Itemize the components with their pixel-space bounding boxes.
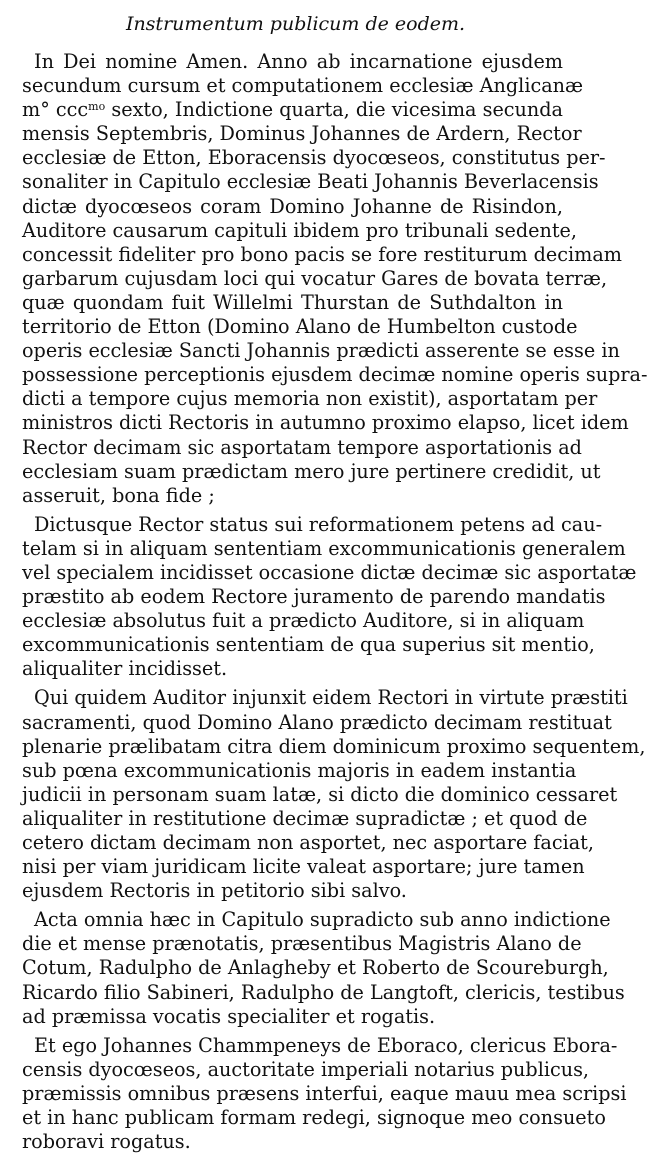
text-line: Cotum, Radulpho de Anlagheby et Roberto de Scoureburgh, — [22, 956, 609, 980]
text-line: roboravi rogatus. — [22, 1130, 191, 1154]
text-line: quæ quondam fuit Willelmi Thurstan de Suthdalton in — [22, 290, 563, 314]
text-line: aliqualiter incidisset. — [22, 657, 228, 681]
text-line: censis dyocœseos, auctoritate imperiali notarius publicus, — [22, 1057, 590, 1081]
text-line: asseruit, bona fide ; — [22, 483, 215, 507]
text-line: possessione perceptionis ejusdem decimæ nomine operis supra- — [22, 363, 647, 387]
text-line: præstito ab eodem Rectore juramento de parendo mandatis — [22, 585, 606, 609]
text-line: territorio de Etton (Domino Alano de Humbelton custode — [22, 315, 578, 339]
text-line: ecclesiæ de Etton, Eboracensis dyocœseos, constitutus per- — [22, 146, 606, 170]
text-line: ecclesiam suam prædictam mero jure pertinere credidit, ut — [22, 459, 601, 483]
paragraph — [22, 686, 646, 903]
text-line: Auditore causarum capituli ibidem pro tribunali sedente, — [22, 218, 578, 242]
text-line: mensis Septembris, Dominus Johannes de Ardern, Rector — [22, 122, 582, 146]
text-line: concessit fideliter pro bono pacis se fore restiturum decimam — [22, 242, 622, 266]
text-line: judicii in personam suam latæ, si dicto die dominico cessaret — [22, 782, 618, 806]
document-body — [22, 50, 647, 1154]
text-line: dicti a tempore cujus memoria non existit), asportatam per — [22, 387, 598, 411]
paragraph — [22, 908, 625, 1028]
text-line: aliqualiter in restitutione decimæ supradictæ ; et quod de — [22, 806, 588, 830]
text-line: ecclesiæ absolutus fuit a prædicto Auditore, si in aliquam — [22, 609, 585, 633]
text-line: et in hanc publicam formam redegi, signoque meo consueto — [22, 1106, 606, 1130]
text-line: Et ego Johannes Chammpeneys de Eboraco, clericus Ebora- — [34, 1033, 618, 1057]
text-line: sonaliter in Capitulo ecclesiæ Beati Johannis Beverlacensis — [22, 170, 599, 194]
text-line: dictæ dyocœseos coram Domino Johanne de Risindon, — [22, 194, 563, 218]
text-line: ad præmissa vocatis specialiter et rogatis. — [22, 1004, 436, 1028]
text-line: Dictusque Rector status sui reformationem petens ad cau- — [34, 512, 603, 536]
text-line: nisi per viam juridicam licite valeat asportare; jure tamen — [22, 855, 585, 879]
paragraph — [22, 50, 647, 508]
text-line: In Dei nomine Amen. Anno ab incarnatione ejusdem — [34, 50, 563, 73]
text-line: telam si in aliquam sententiam excommunicationis generalem — [22, 536, 626, 560]
text-line: ejusdem Rectoris in petitorio sibi salvo. — [22, 879, 407, 903]
text-line: secundum cursum et computationem ecclesiæ Anglicanæ — [22, 74, 584, 98]
paragraph — [22, 1033, 627, 1154]
text-line: Rector decimam sic asportatam tempore asportationis ad — [22, 435, 582, 459]
text-line: Qui quidem Auditor injunxit eidem Rectori in virtute præstiti — [34, 686, 628, 710]
text-line: excommunicationis sententiam de qua superius sit mentio, — [22, 633, 595, 657]
text-line: sacramenti, quod Domino Alano prædicto decimam restituat — [22, 710, 612, 734]
text-line: sub pœna excommunicationis majoris in eadem instantia — [22, 758, 577, 782]
text-line: Ricardo filio Sabineri, Radulpho de Langtoft, clericis, testibus — [22, 980, 625, 1004]
text-line: garbarum cujusdam loci qui vocatur Gares de bovata terræ, — [22, 266, 608, 290]
text-line: Acta omnia hæc in Capitulo supradicto sub anno indictione — [34, 908, 611, 932]
text-line: præmissis omnibus præsens interfui, eaque mauu mea scripsi — [22, 1081, 627, 1105]
text-line: ministros dicti Rectoris in autumno proximo elapso, licet idem — [22, 411, 629, 435]
superscript: mo — [88, 100, 106, 114]
text-line: operis ecclesiæ Sancti Johannis prædicti asserente se esse in — [22, 339, 620, 363]
paragraph — [22, 512, 637, 682]
text-line: plenarie prælibatam citra diem dominicum proximo sequentem, — [22, 734, 646, 758]
text-line: vel specialem incidisset occasione dictæ decimæ sic asportatæ — [22, 560, 637, 584]
text-line: cetero dictam decimam non asportet, nec asportare faciat, — [22, 831, 594, 854]
text-line: m° ccc$^{mo}$ sexto, Indictione quarta, die vicesima secunda — [22, 98, 563, 122]
document-title: Instrumentum publicum de eodem. — [125, 13, 466, 35]
text-line: die et mense prænotatis, præsentibus Magistris Alano de — [22, 932, 582, 956]
